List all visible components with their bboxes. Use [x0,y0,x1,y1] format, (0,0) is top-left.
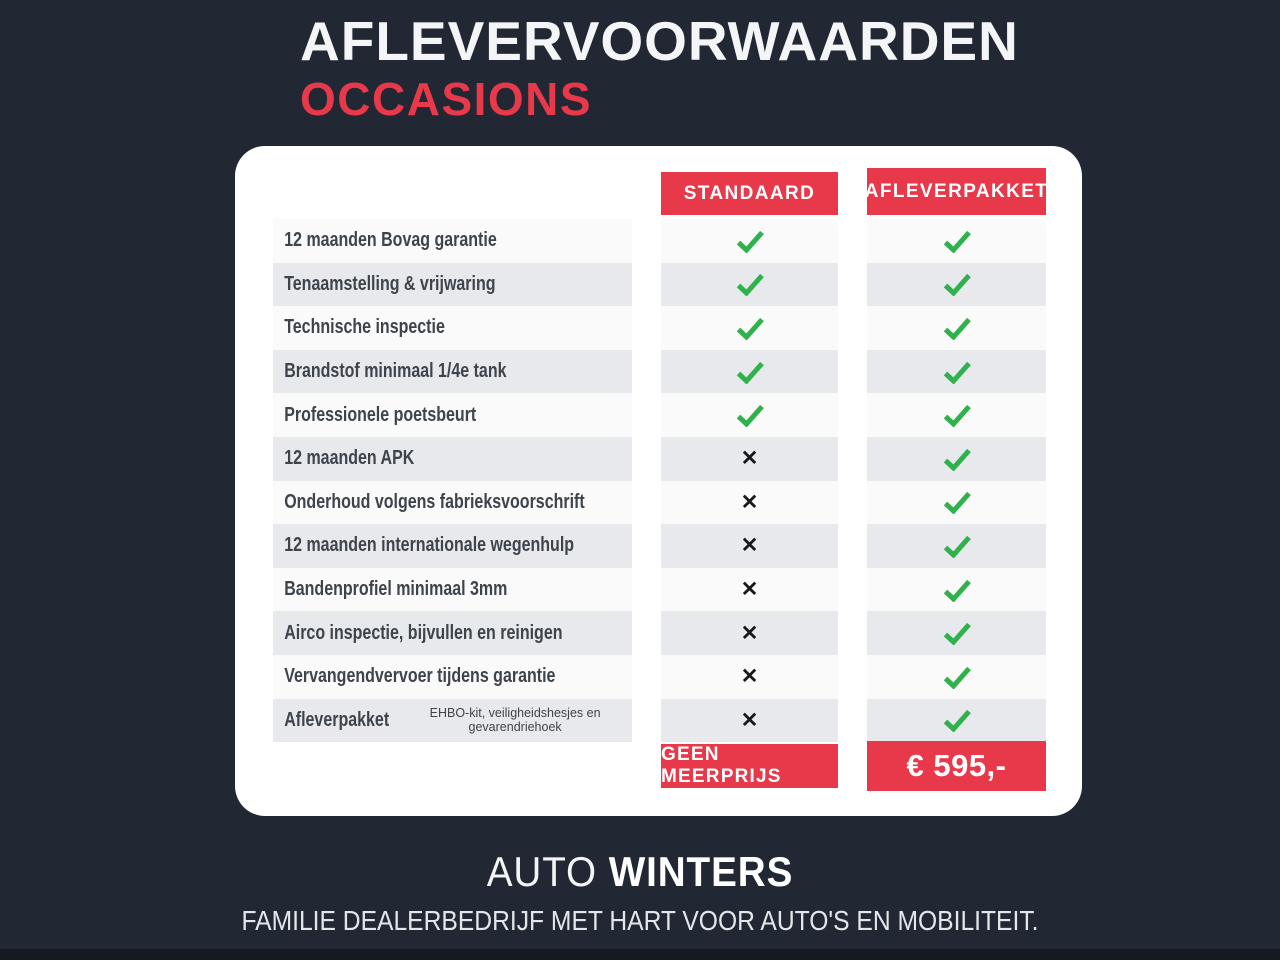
table-row [235,611,1082,655]
row-label-cell [273,306,632,350]
table-row [235,699,1082,743]
row-label-cell [273,481,632,525]
rows [235,219,1082,742]
row-label: Professionele poetsbeurt [284,403,477,426]
tagline: FAMILIE DEALERBEDRIJF MET HART VOOR AUTO'S EN MOBILITEIT. [241,905,1039,936]
check-icon [735,360,765,384]
check-icon [942,621,972,645]
afleverpakket-cell [867,263,1046,307]
row-label: 12 maanden internationale wegenhulp [284,534,575,557]
row-label: Technische inspectie [284,316,445,339]
table-row [235,524,1082,568]
check-icon [942,403,972,427]
row-label: Airco inspectie, bijvullen en reinigen [284,621,563,644]
row-label-cell [273,393,632,437]
standaard-cell [661,568,838,612]
table-row [235,568,1082,612]
title-block [300,10,1019,126]
check-icon [942,360,972,384]
row-label: 12 maanden Bovag garantie [284,229,497,252]
standaard-cell [661,263,838,307]
page-title: AFLEVERVOORWAARDEN [300,10,1019,72]
row-label: Vervangendvervoer tijdens garantie [284,665,556,688]
table-row [235,263,1082,307]
cross-icon: ✕ [740,534,759,558]
row-label: Brandstof minimaal 1/4e tank [284,360,507,383]
check-icon [942,665,972,689]
check-icon [942,708,972,732]
row-label-cell [273,611,632,655]
afleverpakket-cell [867,699,1046,743]
row-label-cell [273,568,632,612]
standaard-cell [661,524,838,568]
afleverpakket-cell [867,481,1046,525]
standaard-cell [661,699,838,743]
table-row [235,655,1082,699]
standaard-cell [661,350,838,394]
footer [0,848,1280,937]
standaard-cell [661,437,838,481]
table-row [235,350,1082,394]
check-icon [942,490,972,514]
cross-icon: ✕ [740,578,759,602]
afleverpakket-cell [867,393,1046,437]
row-label-cell [273,437,632,481]
check-icon [942,229,972,253]
row-label: Bandenprofiel minimaal 3mm [284,578,508,601]
cross-icon: ✕ [740,490,759,514]
standaard-cell [661,655,838,699]
standaard-cell [661,219,838,263]
column-header-afleverpakket: AFLEVERPAKKET [867,168,1046,215]
table-row [235,219,1082,263]
check-icon [735,403,765,427]
check-icon [942,272,972,296]
brand-bold: WINTERS [608,848,794,895]
table-row [235,437,1082,481]
afleverpakket-cell [867,655,1046,699]
cross-icon: ✕ [740,708,759,732]
bottom-strip [0,949,1280,960]
check-icon [942,534,972,558]
brand [51,848,1229,896]
check-icon [735,316,765,340]
page-subtitle: OCCASIONS [300,73,593,126]
row-label: Tenaamstelling & vrijwaring [284,272,496,295]
comparison-card [235,146,1082,816]
standaard-cell [661,481,838,525]
afleverpakket-cell [867,350,1046,394]
table-row [235,306,1082,350]
row-note: EHBO-kit, veiligheidshesjes en gevarendriehoek [429,705,601,735]
table-row [235,481,1082,525]
afleverpakket-cell [867,306,1046,350]
row-label-cell [273,524,632,568]
table-row [235,393,1082,437]
price-afleverpakket: € 595,- [867,741,1046,791]
standaard-cell [661,611,838,655]
price-standaard: GEEN MEERPRIJS [661,744,838,788]
row-label-cell [273,350,632,394]
afleverpakket-cell [867,437,1046,481]
row-label-cell [273,263,632,307]
row-label: Afleverpakket [284,708,390,731]
check-icon [735,229,765,253]
check-icon [942,578,972,602]
row-label-cell [273,655,632,699]
check-icon [942,316,972,340]
afleverpakket-cell [867,219,1046,263]
cross-icon: ✕ [740,665,759,689]
brand-light: AUTO [486,848,598,895]
cross-icon: ✕ [740,621,759,645]
standaard-cell [661,393,838,437]
afleverpakket-cell [867,611,1046,655]
check-icon [735,272,765,296]
afleverpakket-cell [867,568,1046,612]
cross-icon: ✕ [740,447,759,471]
row-label: Onderhoud volgens fabrieksvoorschrift [284,490,585,513]
row-label-cell [273,219,632,263]
column-header-standaard: STANDAARD [661,172,838,215]
check-icon [942,447,972,471]
row-label-cell [273,699,632,743]
row-label: 12 maanden APK [284,447,415,470]
standaard-cell [661,306,838,350]
afleverpakket-cell [867,524,1046,568]
